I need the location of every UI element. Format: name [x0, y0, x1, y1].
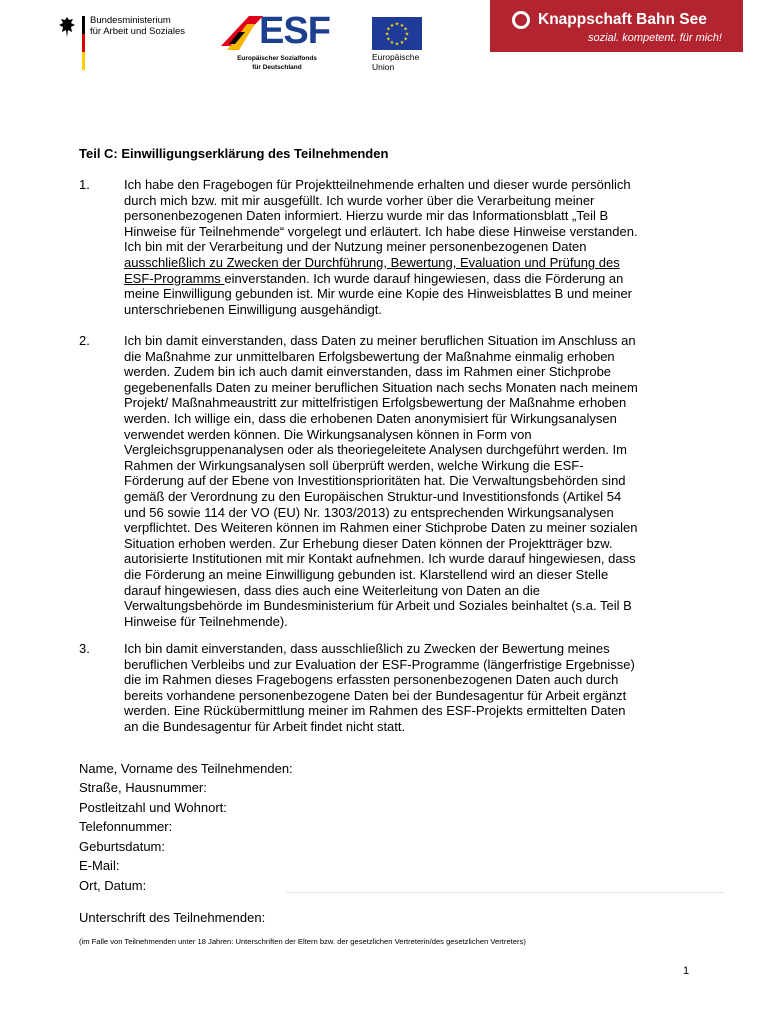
text-line: Ich bin damit einverstanden, dass Daten zu meiner beruflichen Situation im Anschluss an: [124, 333, 636, 348]
text-line: gemäß der Verordnung zu den Europäischen Struktur-und Investitionsfonds (Artikel 54: [124, 488, 622, 504]
eu-star-icon: ★: [386, 36, 391, 43]
text-line: Ich bin damit einverstanden, dass ausschließlich zu Zwecken der Bewertung meines: [124, 641, 610, 656]
eu-logo: [372, 17, 422, 72]
eu-flag-icon: [372, 17, 422, 50]
eu-star-icon: ★: [399, 40, 405, 47]
field-street-label: Straße, Hausnummer:: [79, 780, 207, 795]
text-line: personenbezogenen Daten informiert. Hierzu wurde mir das Informationsblatt „Teil B: [124, 208, 609, 224]
bmas-line2: für Arbeit und Soziales: [90, 26, 186, 37]
text-line: Vergleichsgruppenanalysen oder als theoriegeleitete Analysen durchgeführt werden. Im: [124, 442, 627, 458]
field-phone-label: Telefonnummer:: [79, 819, 173, 834]
signature-label: Unterschrift des Teilnehmenden:: [79, 910, 266, 925]
text-line: meine Einwilligung gebunden ist. Mir wurde eine Kopie des Hinweisblattes B und meiner: [124, 286, 633, 302]
text-line: und 56 sowie 114 der VO (EU) Nr. 1303/2013) zu entsprechenden Wirkungsanalysen: [124, 504, 614, 520]
text-line: an die Bundesagentur für Arbeit findet nicht statt.: [124, 718, 406, 734]
page-number: 1: [683, 965, 690, 977]
federal-eagle-icon: [58, 16, 76, 38]
text-line: gegebenenfalls Daten zu meiner beruflichen Situation nach sechs Monaten nach meinem: [124, 379, 638, 395]
eu-star-icon: ★: [386, 26, 391, 33]
text-line: verwendet werden können. Die Wirkungsanalysen können in Form von: [124, 426, 532, 442]
text-line: Hinweise für Teilnehmende).: [124, 613, 288, 629]
field-birthdate-label: Geburtsdatum:: [79, 839, 165, 854]
text-line: Verwaltungsbehörde im Bundesministerium für Arbeit und Soziales beinhaltet (s.a. Teil B: [124, 598, 632, 614]
place-date-line: [286, 892, 724, 893]
text-line: die im Rahmen dieses Fragebogens erfassten personenbezogenen Daten auch durch: [124, 672, 619, 688]
bmas-logo: [58, 12, 198, 74]
eu-star-icon: ★: [389, 22, 395, 29]
kbs-slogan: sozial. kompetent. für mich!: [588, 32, 722, 44]
eu-star-icon: ★: [394, 41, 400, 48]
field-postal-city-label: Postleitzahl und Wohnort:: [79, 800, 227, 815]
text-line: durch mich bzw. mit mir ausgefüllt. Ich wurde vorher über die Verarbeitung meiner: [124, 192, 595, 208]
kbs-name: Knappschaft Bahn See: [538, 11, 707, 28]
text-line: einverstanden. Ich wurde darauf hingewiesen, dass die Förderung an: [224, 270, 624, 286]
text-line: darauf hingewiesen, dass dies auch eine Weiterleitung von Daten an die: [124, 582, 541, 598]
item-number: 1.: [79, 177, 90, 192]
text-line: Situation erhoben werden. Zur Erhebung dieser Daten können der Projektträger bzw.: [124, 535, 613, 551]
kbs-ring-icon: [512, 11, 530, 29]
text-line: die Maßnahme zur unmittelbaren Erfolgsbewertung der Maßnahme einmalig erhoben: [124, 348, 615, 364]
guardian-note: (im Falle von Teilnehmenden unter 18 Jahren: Unterschriften der Eltern bzw. der gesetzlichen Vertreterin/des gesetzlichen Vertreters): [79, 937, 526, 946]
eu-star-icon: ★: [394, 21, 400, 28]
item-number: 2.: [79, 333, 90, 348]
field-place-date-label: Ort, Datum:: [79, 878, 147, 893]
eu-star-icon: ★: [384, 31, 390, 38]
text-line: werden. Ich willige ein, dass die erhobenen Daten anonymisiert für Wirkungsanalysen: [124, 410, 617, 426]
text-line: Ich bin mit der Verarbeitung und der Nutzung meiner personenbezogenen Daten: [124, 239, 587, 255]
eu-star-icon: ★: [403, 36, 408, 43]
field-email-label: E-Mail:: [79, 858, 120, 873]
text-line: Projekt/ Maßnahmeaustritt zur mittelfristigen Erfolgsbewertung der Maßnahme erhoben: [124, 395, 627, 411]
item-number: 3.: [79, 641, 90, 656]
kbs-logo: [490, 0, 743, 52]
text-line: die Förderung an meine Einwilligung gebunden ist. Klarstellend wird an dieser Stelle: [124, 566, 609, 582]
page-title: Teil C: Einwilligungserklärung des Teilnehmenden: [79, 146, 389, 161]
text-line: autorisierte Institutionen mit mir Kontakt aufnehmen. Ich wurde darauf hingewiesen, dass: [124, 551, 636, 567]
eu-star-icon: ★: [403, 26, 408, 33]
field-name-label: Name, Vorname des Teilnehmenden:: [79, 761, 293, 776]
esf-line1: Europäischer Sozialfonds: [237, 55, 317, 62]
german-flag-bar: [82, 16, 85, 70]
eu-star-icon: ★: [399, 22, 405, 29]
text-line: Rahmen der Wirkungsanalysen soll überprüft werden, welche Wirkung die ESF-: [124, 457, 584, 473]
eu-star-icon: ★: [404, 31, 410, 38]
eu-line1: Europäische: [372, 52, 420, 62]
bmas-line1: Bundesministerium: [90, 15, 171, 26]
text-line: werden. Zudem bin ich auch damit einverstanden, dass im Rahmen einer Stichprobe: [124, 364, 612, 380]
underlined-text: ESF-Programms: [124, 270, 225, 286]
underlined-text: ausschließlich zu Zwecken der Durchführung, Bewertung, Evaluation und Prüfung des: [124, 254, 620, 270]
esf-logo: [219, 10, 335, 74]
text-line: werden. Eine Rückübermittlung meiner im Rahmen des ESF-Projekts ermittelten Daten: [124, 703, 626, 719]
text-line: Hinweise für Teilnehmende“ vorgelegt und erläutert. Ich habe diese Hinweise verstanden.: [124, 223, 638, 239]
text-line: Ich habe den Fragebogen für Projektteilnehmende erhalten und dieser wurde persönlich: [124, 177, 631, 192]
text-line: Förderung auf der Ebene von Investitionsprioritäten hat. Die Verwaltungsbehörden sind: [124, 473, 626, 489]
text-line: verpflichtet. Des Weiteren können im Rahmen einer Stichprobe Daten zu meiner sozialen: [124, 520, 638, 536]
esf-line2: für Deutschland: [252, 64, 302, 71]
text-line: bereits vorhandene personenbezogene Daten bei der Bundesagentur für Arbeit ergänzt: [124, 687, 627, 703]
esf-wordmark: ESF: [259, 10, 330, 52]
text-line: unterschriebenen Einwilligung ausgehändigt.: [124, 301, 383, 317]
eu-line2: Union: [372, 62, 395, 72]
eu-star-icon: ★: [389, 40, 395, 47]
text-line: beruflichen Verbleibs und zur Evaluation der ESF-Programme (längerfristige Ergebnisse): [124, 656, 635, 672]
